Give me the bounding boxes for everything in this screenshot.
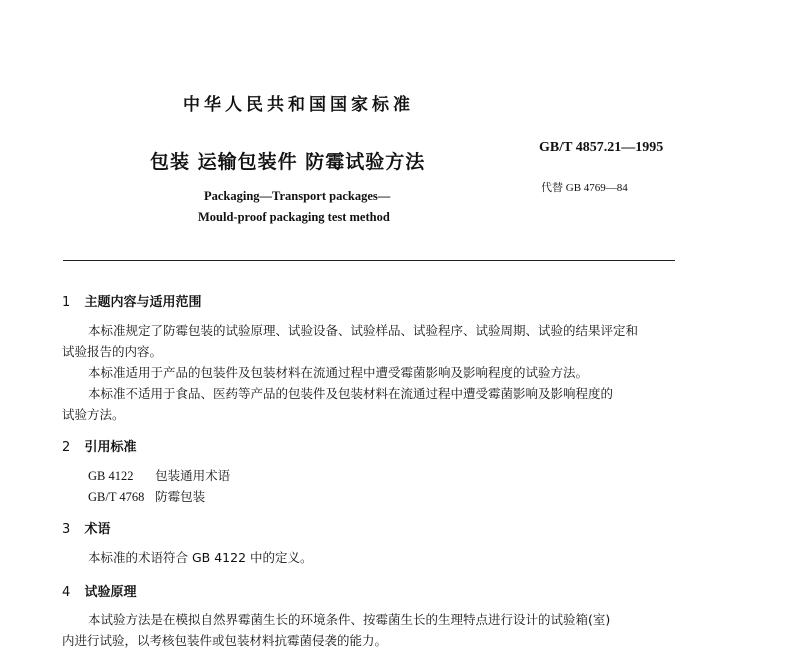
section-4-heading xyxy=(62,581,137,600)
header-divider xyxy=(63,260,675,261)
reference-item xyxy=(88,487,205,505)
paragraph-line: 试验报告的内容。 xyxy=(62,344,163,359)
english-title-line-1: Packaging—Transport packages— xyxy=(204,189,391,203)
paragraph-line: 内进行试验，以考核包装件或包装材料抗霉菌侵袭的能力。 xyxy=(62,633,388,648)
section-number: 1 xyxy=(62,295,71,310)
section-2-heading xyxy=(62,436,137,455)
english-title-line-2: Mould-proof packaging test method xyxy=(198,210,390,224)
standard-title: 包装 运输包装件 防霉试验方法 xyxy=(150,151,426,173)
paragraph-line: 本试验方法是在模拟自然界霉菌生长的环境条件、按霉菌生长的生理特点进行设计的试验箱(室) xyxy=(88,612,611,627)
reference-name: 防霉包装 xyxy=(155,490,206,504)
paragraph-line: 本标准不适用于食品、医药等产品的包装件及包装材料在流通过程中遭受霉菌影响及影响程度的 xyxy=(88,386,614,401)
standard-number: GB/T 4857.21—1995 xyxy=(539,140,664,155)
reference-item xyxy=(88,466,230,484)
section-3-heading xyxy=(62,518,111,537)
paragraph-line: 本标准规定了防霉包装的试验原理、试验设备、试验样品、试验程序、试验周期、试验的结果评定和 xyxy=(88,323,639,338)
section-title: 引用标准 xyxy=(84,440,137,455)
reference-code: GB/T 4768 xyxy=(88,490,145,504)
section-1-body xyxy=(62,320,676,425)
section-title: 术语 xyxy=(84,522,111,537)
paragraph-line: 本标准适用于产品的包装件及包装材料在流通过程中遭受霉菌影响及影响程度的试验方法。 xyxy=(88,365,589,380)
section-title: 试验原理 xyxy=(84,585,137,600)
section-title: 主题内容与适用范围 xyxy=(84,295,202,310)
section-number: 2 xyxy=(62,440,71,455)
section-3-body xyxy=(62,547,676,568)
section-1-heading xyxy=(62,291,202,310)
section-4-body xyxy=(62,609,676,651)
national-standard-heading: 中华人民共和国国家标准 xyxy=(183,95,414,115)
paragraph-line: 试验方法。 xyxy=(62,407,125,422)
section-number: 4 xyxy=(62,585,71,600)
reference-name: 包装通用术语 xyxy=(155,469,231,483)
replaces-note: 代替 GB 4769—84 xyxy=(541,182,628,194)
section-number: 3 xyxy=(62,522,71,537)
reference-code: GB 4122 xyxy=(88,469,134,483)
paragraph-line: 本标准的术语符合 GB 4122 中的定义。 xyxy=(88,550,313,565)
